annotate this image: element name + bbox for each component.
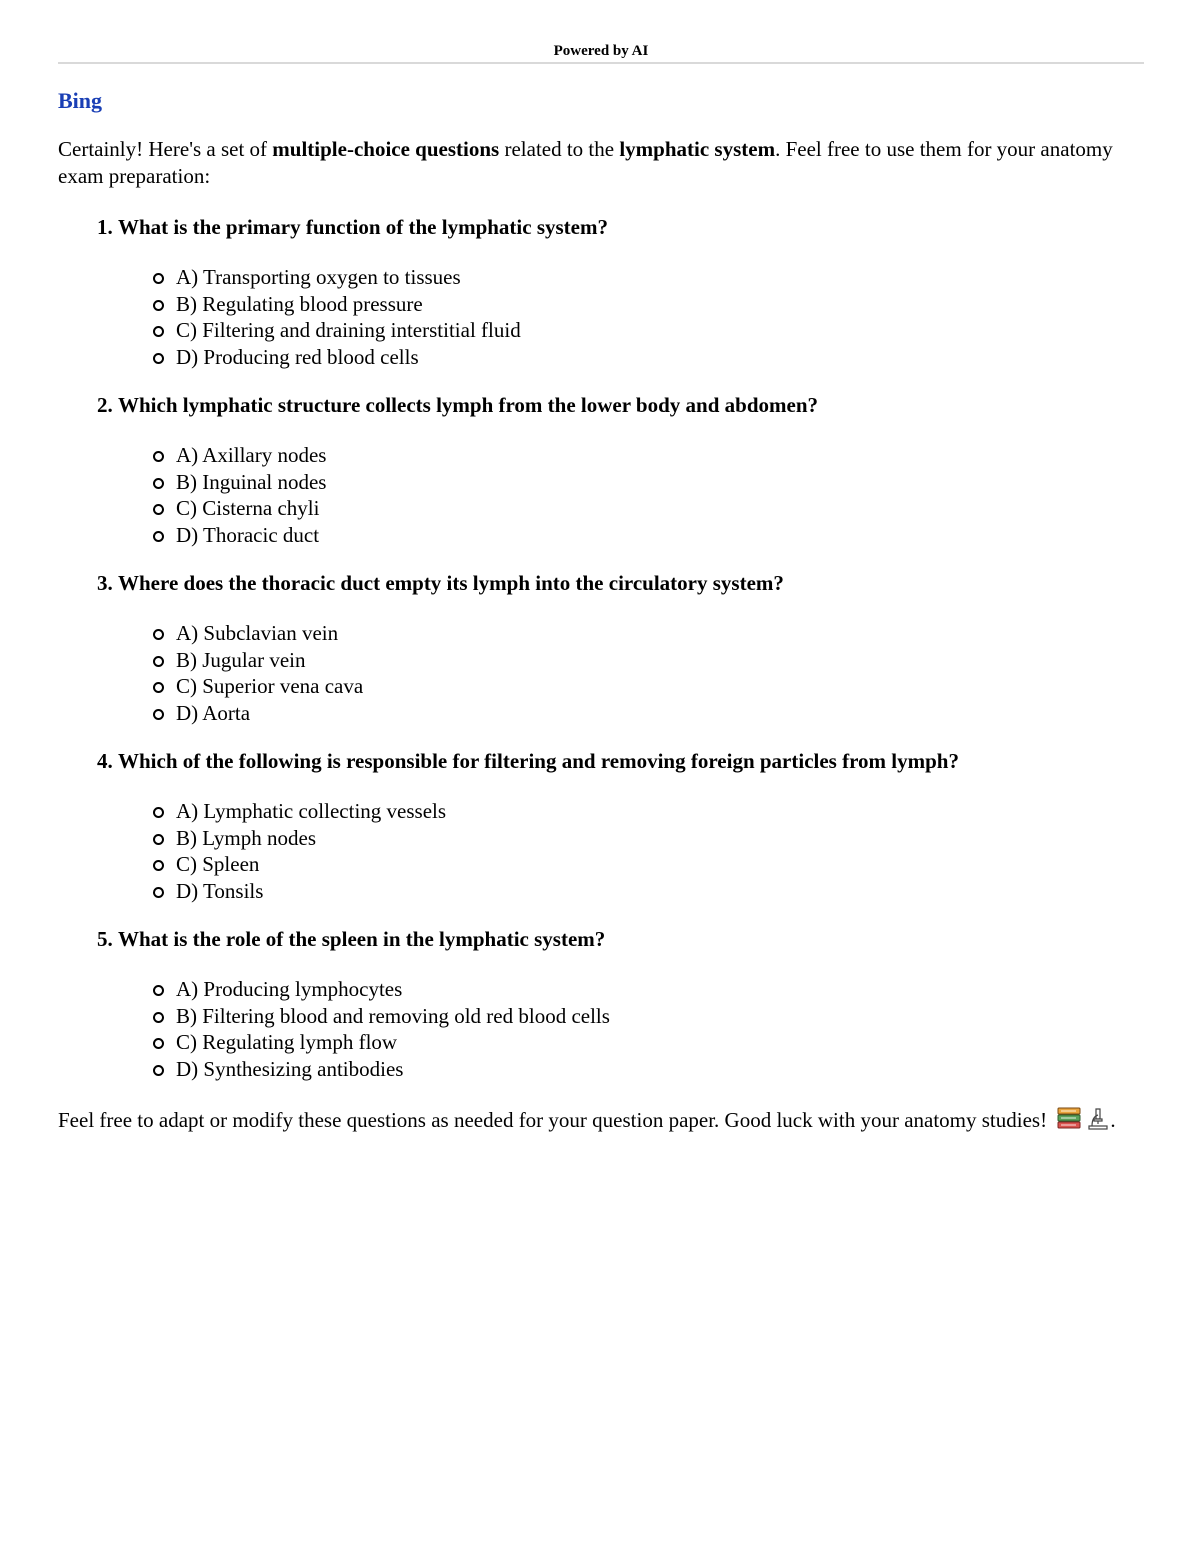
question-item	[118, 926, 1144, 1082]
question-item	[118, 214, 1144, 370]
option-item: A) Subclavian vein	[176, 620, 1144, 647]
option-item: A) Lymphatic collecting vessels	[176, 798, 1144, 825]
option-item: D) Producing red blood cells	[176, 344, 1144, 371]
option-list	[118, 798, 1144, 904]
question-item	[118, 392, 1144, 548]
question-item	[118, 570, 1144, 726]
option-item: B) Jugular vein	[176, 647, 1144, 674]
option-item: B) Regulating blood pressure	[176, 291, 1144, 318]
option-item: B) Filtering blood and removing old red blood cells	[176, 1003, 1144, 1030]
option-list	[118, 976, 1144, 1082]
option-list	[118, 442, 1144, 548]
powered-by-header: Powered by AI	[58, 0, 1144, 64]
option-item: D) Synthesizing antibodies	[176, 1056, 1144, 1083]
intro-text-1: Certainly! Here's a set of	[58, 137, 273, 161]
option-item: C) Spleen	[176, 851, 1144, 878]
question-text: 3. Where does the thoracic duct empty its lymph into the circulatory system?	[118, 571, 784, 595]
closing-paragraph	[58, 1104, 1128, 1139]
option-item: A) Axillary nodes	[176, 442, 1144, 469]
question-text: 2. Which lymphatic structure collects lymph from the lower body and abdomen?	[118, 393, 819, 417]
option-item: B) Lymph nodes	[176, 825, 1144, 852]
option-list	[118, 264, 1144, 370]
brand-name: Bing	[58, 88, 103, 113]
microscope-icon	[1086, 1106, 1110, 1139]
books-icon	[1056, 1106, 1082, 1139]
option-item: C) Superior vena cava	[176, 673, 1144, 700]
option-item: C) Cisterna chyli	[176, 495, 1144, 522]
option-item: A) Producing lymphocytes	[176, 976, 1144, 1003]
document-page	[58, 0, 1144, 1139]
closing-text: Feel free to adapt or modify these questions as needed for your question paper. Good luck with your anatomy studies!	[58, 1108, 1048, 1132]
option-item: D) Thoracic duct	[176, 522, 1144, 549]
question-text: 5. What is the role of the spleen in the lymphatic system?	[118, 927, 606, 951]
question-list	[58, 214, 1144, 1082]
question-text: 1. What is the primary function of the lymphatic system?	[118, 215, 608, 239]
intro-paragraph	[58, 136, 1128, 190]
option-item: A) Transporting oxygen to tissues	[176, 264, 1144, 291]
intro-bold-2: lymphatic system	[619, 137, 776, 161]
option-list	[118, 620, 1144, 726]
option-item: D) Aorta	[176, 700, 1144, 727]
question-text: 4. Which of the following is responsible for filtering and removing foreign particles from lymph?	[118, 749, 959, 773]
intro-bold-1: multiple-choice questions	[272, 137, 500, 161]
intro-text-2: related to the	[499, 137, 620, 161]
option-item: B) Inguinal nodes	[176, 469, 1144, 496]
option-item: C) Regulating lymph flow	[176, 1029, 1144, 1056]
question-item	[118, 748, 1144, 904]
option-item: C) Filtering and draining interstitial fluid	[176, 317, 1144, 344]
option-item: D) Tonsils	[176, 878, 1144, 905]
closing-period: .	[1110, 1108, 1116, 1132]
intro-text-3: . Feel free to use them for your anatomy exam preparation:	[58, 137, 1113, 188]
